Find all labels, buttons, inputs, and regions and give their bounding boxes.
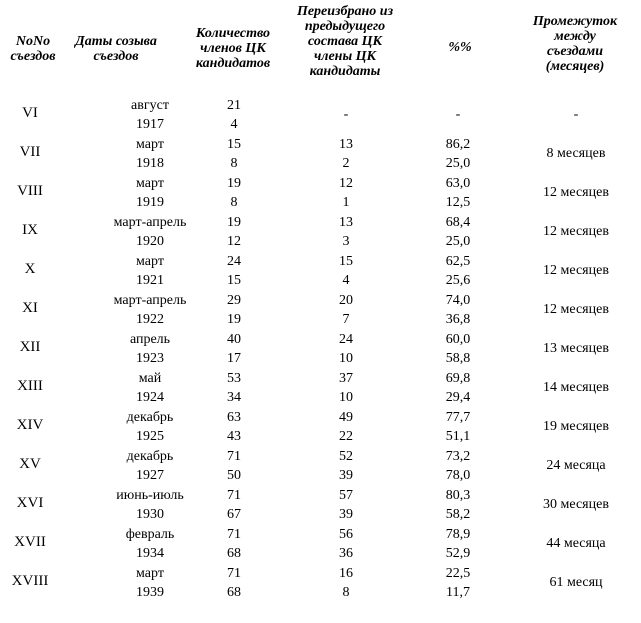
table-row [0, 135, 641, 173]
congress-year: 1924 [136, 390, 164, 405]
interval-months: 12 месяцев [543, 263, 609, 278]
interval-months: 8 месяцев [546, 146, 606, 161]
header-percent-label: %% [448, 40, 472, 55]
reelected-percent [430, 213, 486, 251]
reelected-members: 49 [339, 410, 353, 425]
member-count-members: 19 [227, 215, 241, 230]
reelected-candidates: 1 [342, 195, 350, 210]
congress-number: VI [22, 105, 38, 121]
reelected-count [318, 174, 374, 212]
congress-date [90, 369, 210, 407]
member-count [206, 252, 262, 290]
reelected-percent [430, 447, 486, 485]
congress-year: 1925 [136, 429, 164, 444]
congress-month: март [136, 137, 164, 152]
congress-month: март [136, 566, 164, 581]
member-count [206, 291, 262, 329]
reelected-candidates: 36 [339, 546, 353, 561]
congress-date [90, 252, 210, 290]
member-count-members: 71 [227, 566, 241, 581]
congress-number: XIV [16, 417, 44, 433]
percent-candidates: 29,4 [445, 390, 471, 405]
header-interval-line1: Промежуток [532, 14, 618, 29]
congress-year: 1920 [136, 234, 164, 249]
member-count-members: 71 [227, 527, 241, 542]
congress-year: 1923 [136, 351, 164, 366]
percent-members: 60,0 [445, 332, 471, 347]
reelected-candidates: 22 [339, 429, 353, 444]
reelected-members: 13 [339, 137, 353, 152]
member-count-candidates: 17 [227, 351, 241, 366]
percent-candidates: 25,0 [445, 156, 471, 171]
reelected-members: 15 [339, 254, 353, 269]
reelected-count [318, 330, 374, 368]
reelected-count [318, 252, 374, 290]
interval-months: 44 месяца [546, 536, 606, 551]
member-count-candidates: 50 [227, 468, 241, 483]
member-count-candidates: 68 [227, 585, 241, 600]
percent-members: 63,0 [445, 176, 471, 191]
table-row [0, 369, 641, 407]
congress-year: 1922 [136, 312, 164, 327]
member-count-candidates: 4 [230, 117, 238, 132]
percent-candidates: 58,8 [445, 351, 471, 366]
reelected-percent [430, 174, 486, 212]
member-count-candidates: 8 [230, 195, 238, 210]
member-count-members: 71 [227, 488, 241, 503]
reelected-candidates: 2 [342, 156, 350, 171]
congress-year: 1921 [136, 273, 164, 288]
congress-month: февраль [125, 527, 175, 542]
reelected-count [318, 564, 374, 602]
member-count-candidates: 34 [227, 390, 241, 405]
interval-months: 30 месяцев [543, 497, 609, 512]
reelected-count [318, 213, 374, 251]
congress-date [90, 408, 210, 446]
table-row [0, 252, 641, 290]
header-reelected-line3: состава ЦК [307, 34, 382, 49]
percent-members: 74,0 [445, 293, 471, 308]
reelected-members: 37 [339, 371, 353, 386]
header-reelected-line2: предыдущего [304, 19, 386, 34]
reelected-percent [430, 486, 486, 524]
member-count [206, 369, 262, 407]
member-count [206, 96, 262, 134]
member-count [206, 174, 262, 212]
congress-month: декабрь [126, 410, 174, 425]
congress-year: 1927 [136, 468, 164, 483]
reelected-count [318, 525, 374, 563]
table-row [0, 525, 641, 563]
table-row [0, 564, 641, 602]
congress-number: VII [19, 144, 41, 160]
congress-month: август [131, 98, 169, 113]
reelected-percent [430, 330, 486, 368]
header-reelected-line5: кандидаты [309, 64, 381, 79]
congress-month: март [136, 254, 164, 269]
percent-members: 80,3 [445, 488, 471, 503]
congress-date [90, 486, 210, 524]
header-interval [512, 14, 638, 74]
percent-members: - [455, 107, 461, 122]
member-count-members: 19 [227, 176, 241, 191]
reelected-candidates: 39 [339, 468, 353, 483]
congress-month: май [138, 371, 162, 386]
percent-members: 73,2 [445, 449, 471, 464]
percent-candidates: 52,9 [445, 546, 471, 561]
reelected-count [318, 486, 374, 524]
percent-members: 86,2 [445, 137, 471, 152]
reelected-percent [430, 252, 486, 290]
interval-months: - [573, 107, 579, 122]
percent-members: 68,4 [445, 215, 471, 230]
congress-year: 1939 [136, 585, 164, 600]
member-count-candidates: 8 [230, 156, 238, 171]
reelected-members: 20 [339, 293, 353, 308]
member-count [206, 213, 262, 251]
interval-months: 14 месяцев [543, 380, 609, 395]
reelected-count [318, 369, 374, 407]
congress-number: XVII [14, 534, 46, 550]
header-member-count-line3: кандидатов [195, 56, 271, 71]
reelected-percent [430, 408, 486, 446]
congress-date [90, 135, 210, 173]
header-reelected [286, 4, 404, 79]
member-count-candidates: 15 [227, 273, 241, 288]
congress-date [90, 291, 210, 329]
congress-number: XI [22, 300, 38, 316]
member-count-members: 63 [227, 410, 241, 425]
percent-members: 62,5 [445, 254, 471, 269]
congress-number: XIII [17, 378, 43, 394]
reelected-percent [430, 525, 486, 563]
interval-months: 13 месяцев [543, 341, 609, 356]
member-count-candidates: 12 [227, 234, 241, 249]
header-reelected-line4: члены ЦК [313, 49, 377, 64]
congress-number: IX [22, 222, 38, 238]
reelected-count [318, 408, 374, 446]
percent-candidates: 58,2 [445, 507, 471, 522]
congress-date [90, 525, 210, 563]
header-congress-number-line2: съездов [10, 49, 56, 64]
reelected-candidates: 4 [342, 273, 350, 288]
congress-year: 1918 [136, 156, 164, 171]
reelected-members: 57 [339, 488, 353, 503]
table-row [0, 486, 641, 524]
reelected-count [318, 447, 374, 485]
member-count [206, 486, 262, 524]
reelected-candidates: 39 [339, 507, 353, 522]
reelected-percent [430, 291, 486, 329]
member-count-members: 29 [227, 293, 241, 308]
member-count-members: 71 [227, 449, 241, 464]
member-count-candidates: 19 [227, 312, 241, 327]
percent-candidates: 25,6 [445, 273, 471, 288]
percent-candidates: 25,0 [445, 234, 471, 249]
table-row [0, 330, 641, 368]
header-dates-line2: съездов [93, 49, 139, 64]
percent-candidates: 51,1 [445, 429, 471, 444]
interval-months: 24 месяца [546, 458, 606, 473]
header-congress-number-line1: NoNo [15, 34, 51, 49]
header-congress-number [0, 34, 66, 64]
congress-number: XII [19, 339, 41, 355]
congress-month: март [136, 176, 164, 191]
congress-date [90, 213, 210, 251]
table-row [0, 213, 641, 251]
header-dates-line1: Даты созыва [75, 34, 157, 49]
percent-candidates: 78,0 [445, 468, 471, 483]
congress-year: 1930 [136, 507, 164, 522]
interval-months: 12 месяцев [543, 302, 609, 317]
member-count [206, 135, 262, 173]
reelected-candidates: 3 [342, 234, 350, 249]
reelected-members: 24 [339, 332, 353, 347]
congress-month: март-апрель [113, 215, 187, 230]
header-interval-line4: (месяцев) [545, 59, 605, 74]
table-row [0, 447, 641, 485]
congress-date [90, 96, 210, 134]
reelected-candidates: 10 [339, 351, 353, 366]
table-row [0, 408, 641, 446]
congress-date [90, 447, 210, 485]
header-interval-line2: между [554, 29, 596, 44]
header-interval-line3: съездами [546, 44, 604, 59]
member-count [206, 447, 262, 485]
congress-date [90, 174, 210, 212]
table-row [0, 291, 641, 329]
congress-date [90, 330, 210, 368]
interval-months: 19 месяцев [543, 419, 609, 434]
member-count [206, 525, 262, 563]
percent-members: 22,5 [445, 566, 471, 581]
percent-candidates: 36,8 [445, 312, 471, 327]
percent-members: 78,9 [445, 527, 471, 542]
congress-year: 1934 [136, 546, 164, 561]
percent-candidates: 12,5 [445, 195, 471, 210]
reelected-percent [430, 564, 486, 602]
congress-number: X [24, 261, 36, 277]
table-row [0, 96, 641, 134]
reelected-members: 13 [339, 215, 353, 230]
congress-number: XVIII [11, 573, 49, 589]
congress-month: апрель [129, 332, 171, 347]
congress-year: 1917 [136, 117, 164, 132]
header-percent [420, 40, 500, 55]
member-count-members: 24 [227, 254, 241, 269]
header-member-count-line1: Количество [195, 26, 271, 41]
interval-months: 12 месяцев [543, 224, 609, 239]
member-count-members: 40 [227, 332, 241, 347]
member-count-candidates: 43 [227, 429, 241, 444]
congress-number: XVI [16, 495, 44, 511]
member-count-candidates: 68 [227, 546, 241, 561]
header-member-count [180, 26, 286, 71]
reelected-count [318, 105, 374, 124]
member-count-members: 15 [227, 137, 241, 152]
reelected-members: 56 [339, 527, 353, 542]
congress-month: декабрь [126, 449, 174, 464]
congress-month: июнь-июль [116, 488, 184, 503]
header-dates [66, 34, 166, 64]
reelected-percent [430, 105, 486, 124]
member-count-members: 53 [227, 371, 241, 386]
reelected-members: 16 [339, 566, 353, 581]
percent-members: 69,8 [445, 371, 471, 386]
interval-months: 12 месяцев [543, 185, 609, 200]
reelected-percent [430, 135, 486, 173]
member-count-members: 21 [227, 98, 241, 113]
reelected-members: 12 [339, 176, 353, 191]
header-member-count-line2: членов ЦК [200, 41, 266, 56]
congress-month: март-апрель [113, 293, 187, 308]
member-count [206, 408, 262, 446]
reelected-candidates: 8 [342, 585, 350, 600]
member-count-candidates: 67 [227, 507, 241, 522]
reelected-count [318, 291, 374, 329]
percent-candidates: 11,7 [446, 585, 470, 600]
header-reelected-line1: Переизбрано из [296, 4, 394, 19]
interval-months: 61 месяц [549, 575, 603, 590]
reelected-members: - [343, 107, 349, 122]
reelected-count [318, 135, 374, 173]
reelected-candidates: 10 [339, 390, 353, 405]
congress-number: VIII [17, 183, 43, 199]
congress-year: 1919 [136, 195, 164, 210]
reelected-members: 52 [339, 449, 353, 464]
table-row [0, 174, 641, 212]
reelected-percent [430, 369, 486, 407]
member-count [206, 564, 262, 602]
congress-number: XV [19, 456, 41, 472]
reelected-candidates: 7 [342, 312, 350, 327]
member-count [206, 330, 262, 368]
percent-members: 77,7 [445, 410, 471, 425]
congress-date [90, 564, 210, 602]
